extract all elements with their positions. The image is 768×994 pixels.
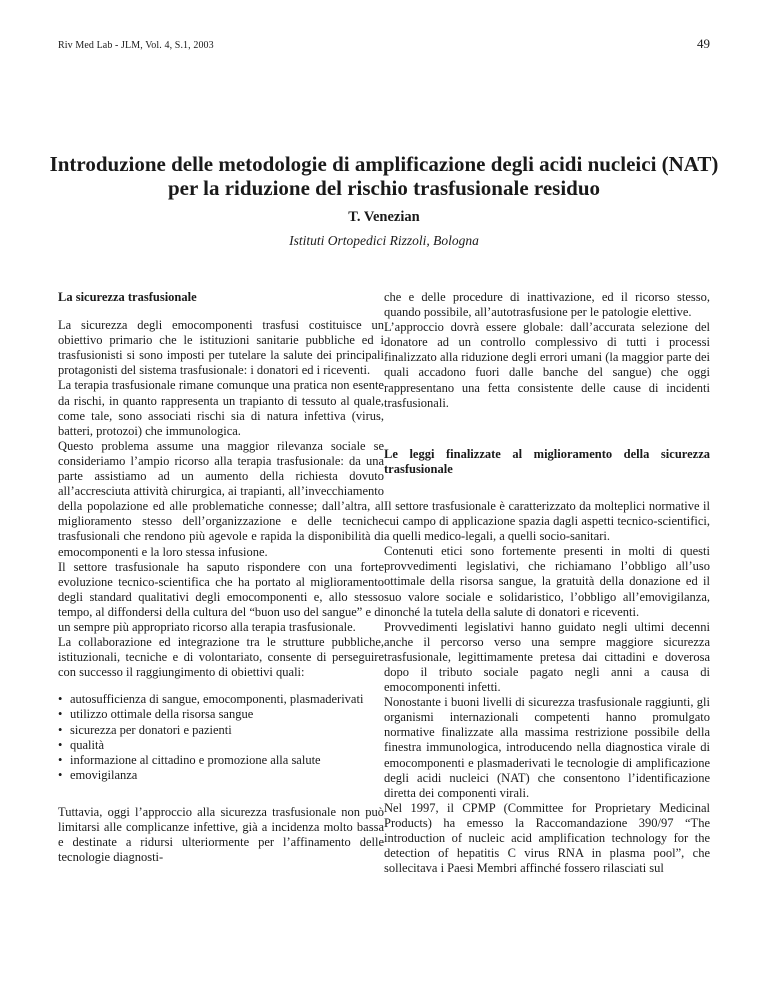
paragraph: Il settore trasfusionale ha saputo rispondere con una forte evoluzione tecnico-scientifica che ha portato al miglioramento degli standard qualitativi degli emocomponenti e, allo stesso tempo, al diffondersi della cultura del “buon uso del sangue” e di un sempre più appropriato ricorso alla terapia trasfusionale. (58, 559, 384, 634)
section-heading-leggi: Le leggi finalizzate al miglioramento della sicurezza trasfusionale (384, 446, 710, 476)
paragraph: Questo problema assume una maggior rilevanza sociale se consideriamo l’ampio ricorso alla terapia trasfusionale: da una parte assistiamo ad un aumento della richiesta dovuto all’accresciuta attività chirurgica, ai trapianti, all’invecchiamento della popolazione ed alle problematiche connesse; dall’altra, al miglioramento stesso dell’organizzazione e delle tecniche trasfusionali che rendono più agevole e rapida la disponibilità di emocomponenti e la loro stessa infusione. (58, 438, 384, 559)
paragraph: Contenuti etici sono fortemente presenti in molti di questi provvedimenti legislativi, che richiamano l’obbligo all’uso ottimale della risorsa sangue, la gratuità della donazione ed il suo valore sociale e solidaristico, l’obbligo all’emovigilanza, nonché la tutela della salute di donatori e riceventi. (384, 544, 710, 619)
section-heading-sicurezza: La sicurezza trasfusionale (58, 290, 197, 304)
paragraph: Provvedimenti legislativi hanno guidato negli ultimi decenni anche il percorso verso una sempre maggiore sicurezza trasfusionale, legittimamente pretesa dai cittadini e doverosa dopo il tributo sociale pagato negli anni a causa di emocomponenti infetti. (384, 619, 710, 695)
objectives-list (58, 692, 384, 783)
page-number: 49 (697, 36, 710, 51)
running-head: Riv Med Lab - JLM, Vol. 4, S.1, 2003 (58, 40, 214, 51)
list-item: • emovigilanza (58, 768, 384, 783)
right-column (384, 290, 710, 876)
paragraph: L’approccio dovrà essere globale: dall’accurata selezione del donatore ad un controllo complessivo di tutti i processi finalizzato alla riduzione degli errori umani (la maggior parte dei quali accadono fuori dalle banche del sangue) che oggi rappresentano una fetta consistente delle cause di incidenti trasfusionali. (384, 320, 710, 410)
paragraph: Nonostante i buoni livelli di sicurezza trasfusionale raggiunti, gli organismi internazionali competenti hanno promulgato normative finalizzate alla massima restrizione possibile della finestra immunologica, introducendo nella diagnostica virale di emocomponenti e plasmaderivati le tecnologie di amplificazione degli acidi nucleici (NAT) che consentono l’identificazione diretta dei componenti virali. (384, 695, 710, 800)
paragraph: Il settore trasfusionale è caratterizzato da molteplici normative il cui campo di applicazione spazia dagli aspetti tecnico-scientifici, a quelli medico-legali, a quelli socio-sanitari. (384, 498, 710, 544)
paragraph: Tuttavia, oggi l’approccio alla sicurezza trasfusionale non può limitarsi alle complicanze infettive, già a incidenza molto bassa e destinate a ridursi ulteriormente per l’affinamento delle tecnologie diagnosti- (58, 804, 384, 865)
list-item: • utilizzo ottimale della risorsa sangue (58, 707, 384, 722)
list-item: • sicurezza per donatori e pazienti (58, 723, 384, 738)
paragraph: La terapia trasfusionale rimane comunque una pratica non esente da rischi, in quanto rappresenta un trapianto di tessuto al quale, come tale, sono associati rischi sia di natura infettiva (virus, batteri, protozoi) che immunologica. (58, 378, 384, 438)
paragraph: La sicurezza degli emocomponenti trasfusi costituisce un obiettivo primario che le istituzioni sanitarie pubbliche ed i trasfusionisti si sono imposti per tutelare la salute dei principali protagonisti del sistema trasfusionale: i donatori ed i riceventi. (58, 318, 384, 378)
article-author: T. Venezian (348, 209, 420, 225)
paragraph: che e delle procedure di inattivazione, ed il ricorso stesso, quando possibile, all’autotrasfusione per le patologie elettive. (384, 290, 710, 320)
list-item: • informazione al cittadino e promozione alla salute (58, 753, 384, 768)
left-column (58, 290, 384, 865)
paragraph: La collaborazione ed integrazione tra le strutture pubbliche, istituzionali, tecniche e di volontariato, consente di perseguire con successo il raggiungimento di obiettivi quali: (58, 635, 384, 680)
list-item: • qualità (58, 738, 384, 753)
paragraph: Nel 1997, il CPMP (Committee for Proprietary Medicinal Products) ha emesso la Raccomandazione 390/97 “The introduction of nucleic acid amplification technology for the detection of hepatitis C virus RNA in plasma pool”, che sollecitava i Paesi Membri affinché fossero rilasciati sul (384, 800, 710, 876)
article-affiliation: Istituti Ortopedici Rizzoli, Bologna (289, 233, 479, 248)
list-item: • autosufficienza di sangue, emocomponenti, plasmaderivati (58, 692, 384, 707)
article-title: Introduzione delle metodologie di amplificazione degli acidi nucleici (NAT) per la riduzione del rischio trasfusionale residuo (49, 152, 719, 200)
